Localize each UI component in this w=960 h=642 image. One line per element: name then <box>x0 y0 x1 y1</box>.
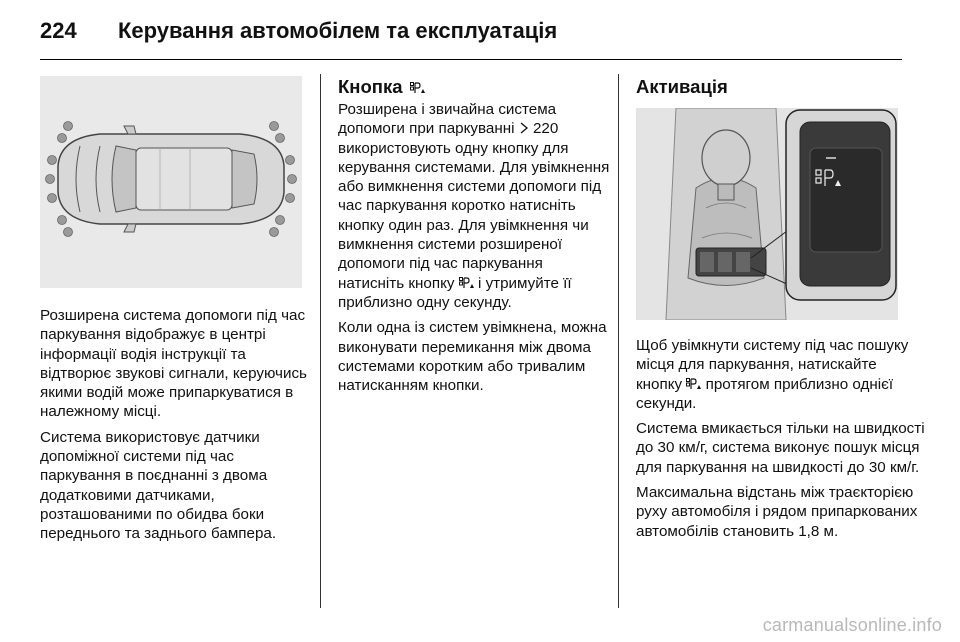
column-3 <box>636 76 926 541</box>
page-header <box>40 12 920 52</box>
paragraph: Розширена система допомоги під час паркування відображує в центрі інформації водія інструкції та відтворює звукові сигнали, керуючись якими водій може припаркуватися в належному місці. <box>40 307 307 421</box>
paragraph: Максимальна відстань між траєкторією руху автомобіля і рядом припаркованих автомобілів становить 1,8 м. <box>636 484 918 540</box>
section-heading: Кнопка <box>338 76 610 98</box>
column-divider-2 <box>618 74 619 608</box>
paragraph: Коли одна із систем увімкнена, можна виконувати перемикання між двома системами коротким або тривалим натисканням кнопки. <box>338 319 607 395</box>
header-rule <box>40 59 902 60</box>
park-assist-icon <box>410 82 425 94</box>
paragraph: Щоб увімкнути систему під час пошуку місця для паркування, натискайте кнопку протягом приблизно однієї секунди. <box>636 337 909 412</box>
page-number: 224 <box>40 18 77 43</box>
park-assist-icon <box>459 277 474 289</box>
park-assist-icon <box>686 378 701 390</box>
column-1 <box>40 76 308 544</box>
page-reference-arrow-icon <box>519 122 529 134</box>
car-sensors-figure <box>40 76 302 288</box>
console-button-figure <box>636 108 898 320</box>
paragraph: Система використовує датчики допоміжної системи під час паркування в поєднанні з двома додатковими датчиками, розташованими по обидва боки переднього та заднього бампера. <box>40 428 277 543</box>
column-divider-1 <box>320 74 321 608</box>
section-heading: Активація <box>636 76 728 97</box>
page-reference: 220 <box>532 120 559 138</box>
center-console-illustration <box>636 108 898 320</box>
car-top-view-illustration <box>40 76 302 288</box>
column-2 <box>338 76 610 395</box>
page-title: Керування автомобілем та експлуатація <box>118 18 558 43</box>
watermark: carmanualsonline.info <box>762 615 942 635</box>
paragraph: Розширена і звичайна система допомоги при паркуванні 220 використовують одну кнопку для керування системами. Для увімкнення або вимкнення системи допомоги під час паркування коротко натисніть кнопку один раз. Для увімкнення чи вимкнення системи розширеної допомоги під час паркування натисніть кнопку і утримуйте її приблизно одну секунду. <box>338 101 610 311</box>
paragraph: Система вмикається тільки на швидкості до 30 км/г, система виконує пошук місця для паркування на швидкості до 30 км/г. <box>636 420 925 476</box>
